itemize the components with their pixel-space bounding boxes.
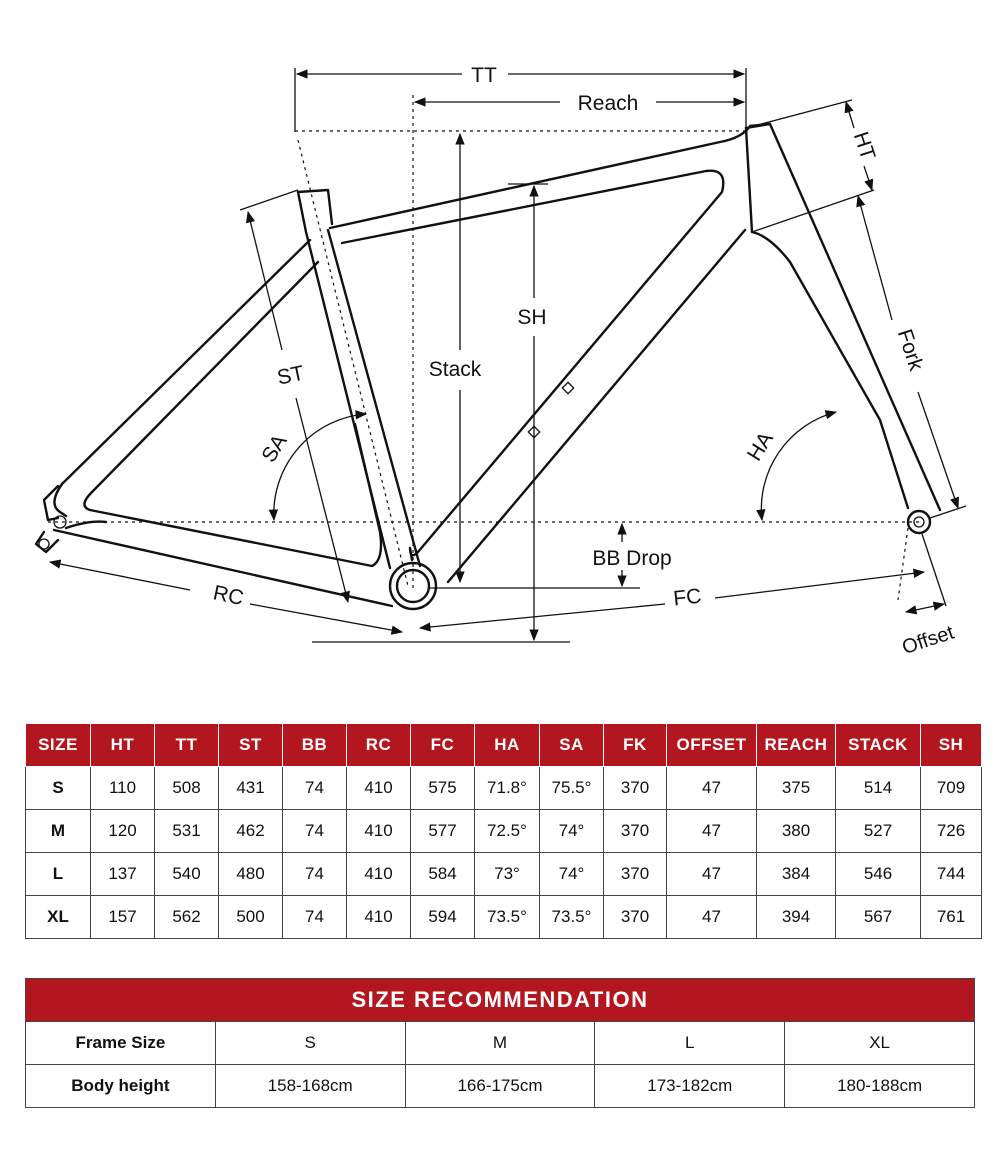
header-fk: FK <box>604 724 667 767</box>
cell-fc: 594 <box>411 896 475 939</box>
cell-fc: 577 <box>411 810 475 853</box>
cell-fk: 370 <box>604 767 667 810</box>
cell-reach: 380 <box>757 810 836 853</box>
cell-bb: 74 <box>283 810 347 853</box>
cell-offset: 47 <box>667 853 757 896</box>
cell-size: XL <box>26 896 91 939</box>
cell-sa: 73.5° <box>540 896 604 939</box>
header-ha: HA <box>475 724 540 767</box>
label-ha: HA <box>743 428 778 466</box>
cell-st: 500 <box>219 896 283 939</box>
cell-fk: 370 <box>604 810 667 853</box>
cell-tt: 508 <box>155 767 219 810</box>
cell-fk: 370 <box>604 853 667 896</box>
row-label-frame-size: Frame Size <box>26 1022 216 1065</box>
table-row <box>26 767 982 810</box>
cell-size: S <box>26 767 91 810</box>
table-row <box>26 810 982 853</box>
cell-ht: 157 <box>91 896 155 939</box>
cell-tt: 540 <box>155 853 219 896</box>
size-recommendation-table <box>25 978 975 1108</box>
cell-ha: 73.5° <box>475 896 540 939</box>
label-fc: FC <box>672 584 703 611</box>
label-sa: SA <box>257 430 292 467</box>
size-recommendation-title: SIZE RECOMMENDATION <box>26 979 975 1022</box>
cell-rc: 410 <box>347 896 411 939</box>
label-ht: HT <box>848 129 880 163</box>
header-sa: SA <box>540 724 604 767</box>
header-tt: TT <box>155 724 219 767</box>
label-tt: TT <box>471 64 497 87</box>
cell-ha: 73° <box>475 853 540 896</box>
dimension-labels <box>211 64 957 659</box>
table-row <box>26 896 982 939</box>
cell-offset: 47 <box>667 767 757 810</box>
row-label-body-height: Body height <box>26 1065 216 1108</box>
header-rc: RC <box>347 724 411 767</box>
header-fc: FC <box>411 724 475 767</box>
label-sh: SH <box>517 306 547 329</box>
header-stack: STACK <box>836 724 921 767</box>
cell-tt: 562 <box>155 896 219 939</box>
cell-stack: 567 <box>836 896 921 939</box>
cell-rc: 410 <box>347 853 411 896</box>
cell-size: L <box>26 853 91 896</box>
cell-reach: 394 <box>757 896 836 939</box>
header-offset: OFFSET <box>667 724 757 767</box>
label-st: ST <box>275 361 307 390</box>
cell-bb: 74 <box>283 853 347 896</box>
cell-sh: 761 <box>921 896 982 939</box>
dimension-lines <box>50 68 966 642</box>
cell-offset: 47 <box>667 810 757 853</box>
cell-sa: 74° <box>540 853 604 896</box>
cell-sh: 744 <box>921 853 982 896</box>
body-height-s: 158-168cm <box>215 1065 405 1108</box>
geometry-table <box>25 723 982 939</box>
body-height-m: 166-175cm <box>405 1065 595 1108</box>
header-ht: HT <box>91 724 155 767</box>
label-fork: Fork <box>892 326 928 374</box>
cell-sa: 74° <box>540 810 604 853</box>
cell-tt: 531 <box>155 810 219 853</box>
body-height-xl: 180-188cm <box>785 1065 975 1108</box>
frame-size-row <box>26 1022 975 1065</box>
header-bb: BB <box>283 724 347 767</box>
cell-bb: 74 <box>283 767 347 810</box>
frame-size-l: L <box>595 1022 785 1065</box>
frame-size-s: S <box>215 1022 405 1065</box>
header-size: SIZE <box>26 724 91 767</box>
cell-sa: 75.5° <box>540 767 604 810</box>
cell-reach: 384 <box>757 853 836 896</box>
cell-ht: 120 <box>91 810 155 853</box>
cell-fc: 584 <box>411 853 475 896</box>
frame-size-m: M <box>405 1022 595 1065</box>
cell-ha: 71.8° <box>475 767 540 810</box>
header-reach: REACH <box>757 724 836 767</box>
header-st: ST <box>219 724 283 767</box>
cell-size: M <box>26 810 91 853</box>
label-stack: Stack <box>428 358 482 381</box>
label-rc: RC <box>211 581 246 611</box>
cell-stack: 527 <box>836 810 921 853</box>
label-bb-drop: BB Drop <box>592 547 672 570</box>
header-sh: SH <box>921 724 982 767</box>
cell-st: 462 <box>219 810 283 853</box>
cell-bb: 74 <box>283 896 347 939</box>
body-height-l: 173-182cm <box>595 1065 785 1108</box>
cell-st: 480 <box>219 853 283 896</box>
cell-st: 431 <box>219 767 283 810</box>
geometry-header-row <box>26 724 982 767</box>
bike-frame <box>36 124 940 609</box>
cell-offset: 47 <box>667 896 757 939</box>
cell-ha: 72.5° <box>475 810 540 853</box>
cell-rc: 410 <box>347 810 411 853</box>
cell-rc: 410 <box>347 767 411 810</box>
cell-stack: 514 <box>836 767 921 810</box>
cell-stack: 546 <box>836 853 921 896</box>
body-height-row <box>26 1065 975 1108</box>
cell-fc: 575 <box>411 767 475 810</box>
table-row <box>26 853 982 896</box>
cell-sh: 709 <box>921 767 982 810</box>
cell-ht: 110 <box>91 767 155 810</box>
cell-sh: 726 <box>921 810 982 853</box>
cell-ht: 137 <box>91 853 155 896</box>
cell-reach: 375 <box>757 767 836 810</box>
label-reach: Reach <box>577 92 639 115</box>
label-offset: Offset <box>899 621 957 659</box>
frame-size-xl: XL <box>785 1022 975 1065</box>
cell-fk: 370 <box>604 896 667 939</box>
